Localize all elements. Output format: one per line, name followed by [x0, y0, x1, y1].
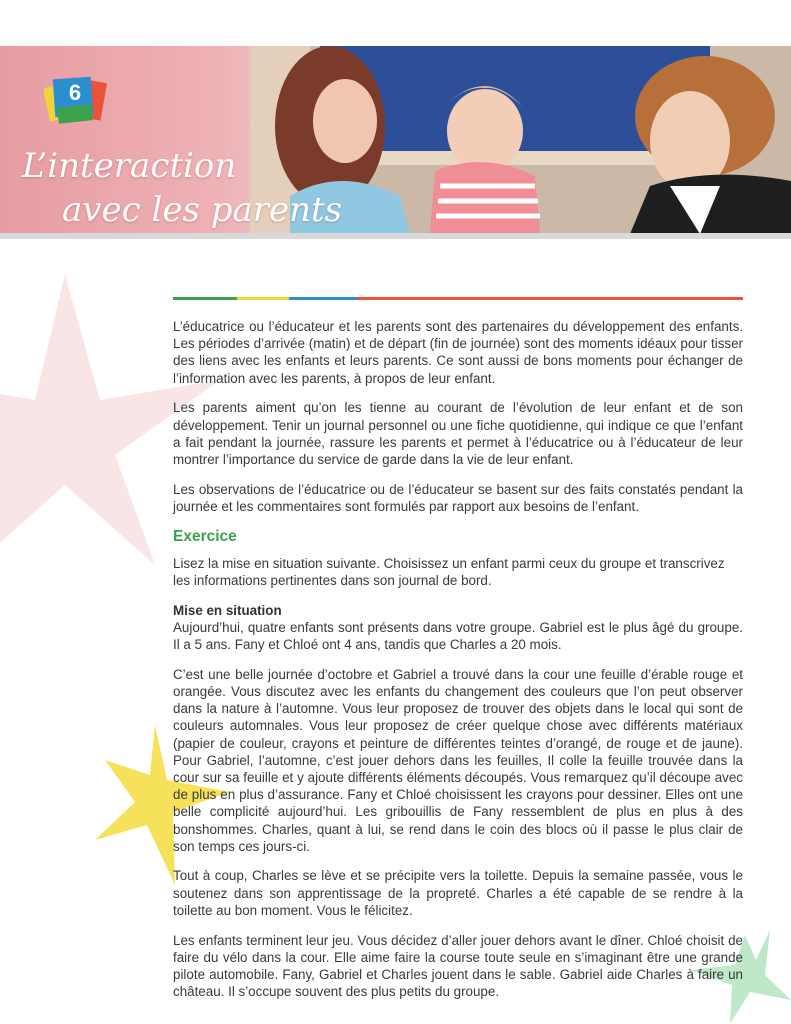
situation-paragraph-4: Les enfants terminent leur jeu. Vous décidez d’aller jouer dehors avant le dîner. Chloé choisit de faire du vélo dans la cour. Elle aime faire la course toute seule en s’imaginant être une grande pilote automobile. Fany, Gabriel et Charles jouent dans le sable. Gabriel aide Charles à faire un château. Il s’occupe souvent des plus petits du groupe. [173, 932, 743, 1000]
rule-yellow-segment [237, 297, 289, 300]
chapter-title-line-1: L’interaction [22, 146, 237, 186]
situation-heading: Mise en situation [173, 602, 282, 618]
exercise-instruction: Lisez la mise en situation suivante. Choisissez un enfant parmi ceux du groupe et transcrivez les informations pertinentes dans son journal de bord. [173, 555, 725, 588]
exercise-heading: Exercice [173, 527, 237, 545]
rule-green-segment [173, 297, 237, 300]
intro-paragraph-3: Les observations de l’éducatrice ou de l’éducateur se basent sur des faits constatés pendant la journée et les commentaires sont formulés par rapport aux besoins de l’enfant. [173, 481, 743, 514]
rule-blue-segment [289, 297, 357, 300]
situation-paragraph-3: Tout à coup, Charles se lève et se précipite vers la toilette. Depuis la semaine passée, vous le soutenez dans son apprentissage de la propreté. Charles a été capable de se rendre à la toilette au bon moment. Vous le félicitez. [173, 868, 743, 918]
color-rule [173, 297, 743, 300]
main-content [173, 318, 743, 1013]
intro-paragraph-2: Les parents aiment qu’on les tienne au courant de l’évolution de leur enfant et de son développement. Tenir un journal personnel ou une fiche quotidienne, qui indique ce que l’enfant a fait pendant la journée, rassure les parents et permet à l’éducatrice ou à l’éducateur de leur montrer l’importance du service de garde dans la vie de leur enfant. [173, 400, 743, 467]
banner-underline [0, 233, 791, 239]
chapter-title-line-2: avec les parents [62, 190, 343, 230]
situation-paragraph-2: C’est une belle journée d’octobre et Gabriel a trouvé dans la cour une feuille d’érable rouge et orangée. Vous discutez avec les enfants du changement des couleurs que l’on peut observer dans la nature à l’automne. Vous leur proposez de trouver des objets dans le local qui sont de couleurs automnales. Vous leur proposez de créer quelque chose avec différents matériaux (papier de couleur, crayons et peinture de différentes teintes d’orangé, de rouge et de jaune). Pour Gabriel, l’automne, c’est jouer dehors dans les feuilles, Il colle la feuille trouvée dans la cour sur sa feuille et y ajoute différents éléments découpés. Vous remarquez qu’il découpe avec de plus en plus d’assurance. Fany et Chloé choisissent les crayons pour dessiner. Elles ont une belle complicité aujourd’hui. Les gribouillis de Fany ressemblent de plus en plus à des bonshommes. Charles, quant à lui, se rend dans le coin des blocs où il passe le plus clair de son temps ces jours-ci. [173, 666, 743, 854]
situation-paragraph-1: Aujourd’hui, quatre enfants sont présents dans votre groupe. Gabriel est le plus âgé du groupe. Il a 5 ans. Fany et Chloé ont 4 ans, tandis que Charles a 20 mois. [173, 619, 743, 653]
chapter-banner [0, 46, 791, 234]
chapter-number: 6 [68, 80, 82, 105]
rule-red-segment [357, 297, 743, 300]
intro-paragraph-1: L’éducatrice ou l’éducateur et les parents sont des partenaires du développement des enfants. Les périodes d’arrivée (matin) et de départ (fin de journée) sont des moments idéaux pour tisser des liens avec les enfants et leurs parents. Ce sont aussi de bons moments pour échanger de l’information avec les parents, à propos de leur enfant. [173, 319, 743, 386]
chapter-title [22, 144, 342, 232]
